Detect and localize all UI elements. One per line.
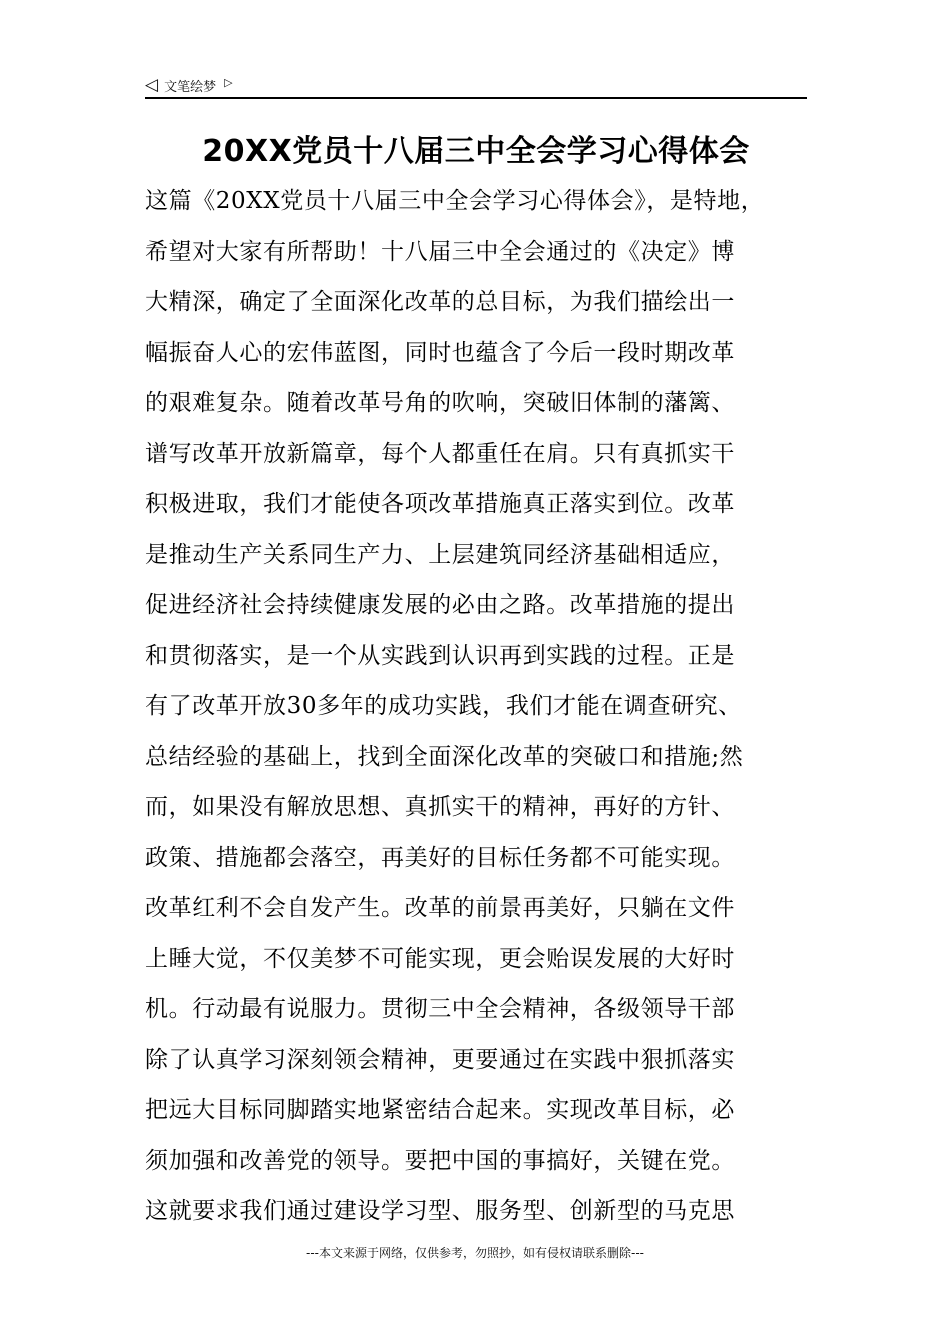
body-line: 有了改革开放30多年的成功实践，我们才能在调查研究、 bbox=[145, 693, 742, 719]
body-line: 幅振奋人心的宏伟蓝图，同时也蕴含了今后一段时期改革 bbox=[145, 339, 735, 366]
body-line: 大精深，确定了全面深化改革的总目标，为我们描绘出一 bbox=[145, 289, 735, 315]
body-line: 须加强和改善党的领导。要把中国的事搞好，关键在党。 bbox=[145, 1147, 735, 1174]
triangle-right-icon: ▷ bbox=[224, 75, 233, 89]
body-line: 机。行动最有说服力。贯彻三中全会精神，各级领导干部 bbox=[145, 996, 735, 1022]
body-line: 的艰难复杂。随着改革号角的吹响，突破旧体制的藩篱、 bbox=[145, 390, 735, 416]
page-header bbox=[145, 74, 233, 96]
source-disclaimer: ---本文来源于网络，仅供参考，勿照抄，如有侵权请联系删除--- bbox=[306, 1246, 644, 1260]
body-line: 希望对大家有所帮助！十八届三中全会通过的《决定》博 bbox=[145, 238, 735, 265]
body-line: 除了认真学习深刻领会精神，更要通过在实践中狠抓落实 bbox=[145, 1046, 735, 1073]
document-title: 20XX党员十八届三中全会学习心得体会 bbox=[202, 134, 750, 169]
header-label: 文笔绘梦 bbox=[164, 79, 217, 95]
body-line: 把远大目标同脚踏实地紧密结合起来。实现改革目标，必 bbox=[145, 1097, 735, 1123]
body-line: 改革红利不会自发产生。改革的前景再美好，只躺在文件 bbox=[145, 895, 735, 921]
body-line: 促进经济社会持续健康发展的必由之路。改革措施的提出 bbox=[145, 592, 735, 618]
body-line: 政策、措施都会落空，再美好的目标任务都不可能实现。 bbox=[145, 844, 735, 871]
body-line: 是推动生产关系同生产力、上层建筑同经济基础相适应， bbox=[145, 541, 735, 568]
document-body bbox=[145, 176, 810, 1237]
body-line: 谱写改革开放新篇章，每个人都重任在肩。只有真抓实干 bbox=[145, 440, 735, 467]
triangle-left-icon: ◁ bbox=[145, 74, 159, 95]
body-line: 而，如果没有解放思想、真抓实干的精神，再好的方针、 bbox=[145, 794, 735, 820]
body-line: 上睡大觉，不仅美梦不可能实现，更会贻误发展的大好时 bbox=[145, 945, 735, 972]
body-line: 这就要求我们通过建设学习型、服务型、创新型的马克思 bbox=[145, 1198, 735, 1224]
body-line: 积极进取，我们才能使各项改革措施真正落实到位。改革 bbox=[145, 491, 735, 517]
body-line: 和贯彻落实，是一个从实践到认识再到实践的过程。正是 bbox=[145, 642, 735, 669]
header-divider bbox=[145, 97, 807, 99]
body-line: 总结经验的基础上，找到全面深化改革的突破口和措施;然 bbox=[145, 743, 744, 770]
body-line: 这篇《20XX党员十八届三中全会学习心得体会》，是特地， bbox=[145, 188, 765, 214]
